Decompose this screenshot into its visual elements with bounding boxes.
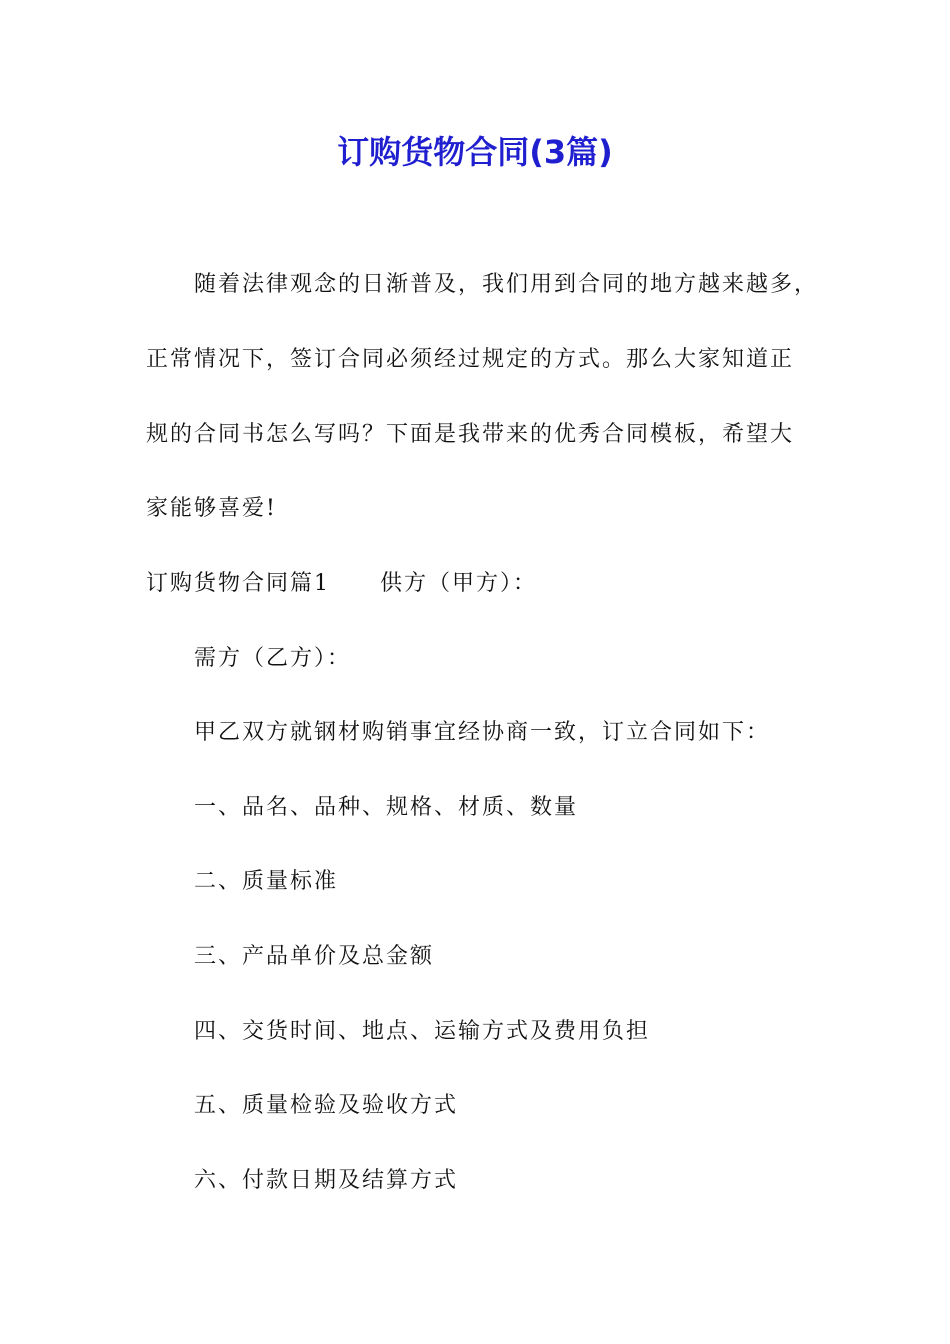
supplier-label: 供方（甲方）： bbox=[380, 571, 538, 596]
buyer-label: 需方（乙方）： bbox=[194, 646, 352, 671]
contract-preamble: 甲乙双方就钢材购销事宜经协商一致，订立合同如下： bbox=[194, 720, 771, 745]
clause-3: 三、产品单价及总金额 bbox=[194, 944, 435, 969]
section-heading: 订购货物合同篇1 bbox=[146, 571, 330, 596]
clause-5: 五、质量检验及验收方式 bbox=[194, 1093, 459, 1118]
intro-line-1: 随着法律观念的日渐普及，我们用到合同的地方越来越多， bbox=[194, 272, 819, 297]
section-heading-line bbox=[146, 569, 846, 599]
clause-1: 一、品名、品种、规格、材质、数量 bbox=[194, 795, 579, 820]
clause-4: 四、交货时间、地点、运输方式及费用负担 bbox=[194, 1019, 651, 1044]
intro-line-4: 家能够喜爱! bbox=[146, 496, 277, 521]
intro-line-2: 正常情况下，签订合同必须经过规定的方式。那么大家知道正 bbox=[146, 347, 795, 372]
intro-line-3: 规的合同书怎么写吗？下面是我带来的优秀合同模板，希望大 bbox=[146, 422, 795, 447]
document-title: 订购货物合同(3篇) bbox=[337, 133, 613, 171]
clause-2: 二、质量标准 bbox=[194, 869, 339, 894]
clause-6: 六、付款日期及结算方式 bbox=[194, 1168, 459, 1193]
